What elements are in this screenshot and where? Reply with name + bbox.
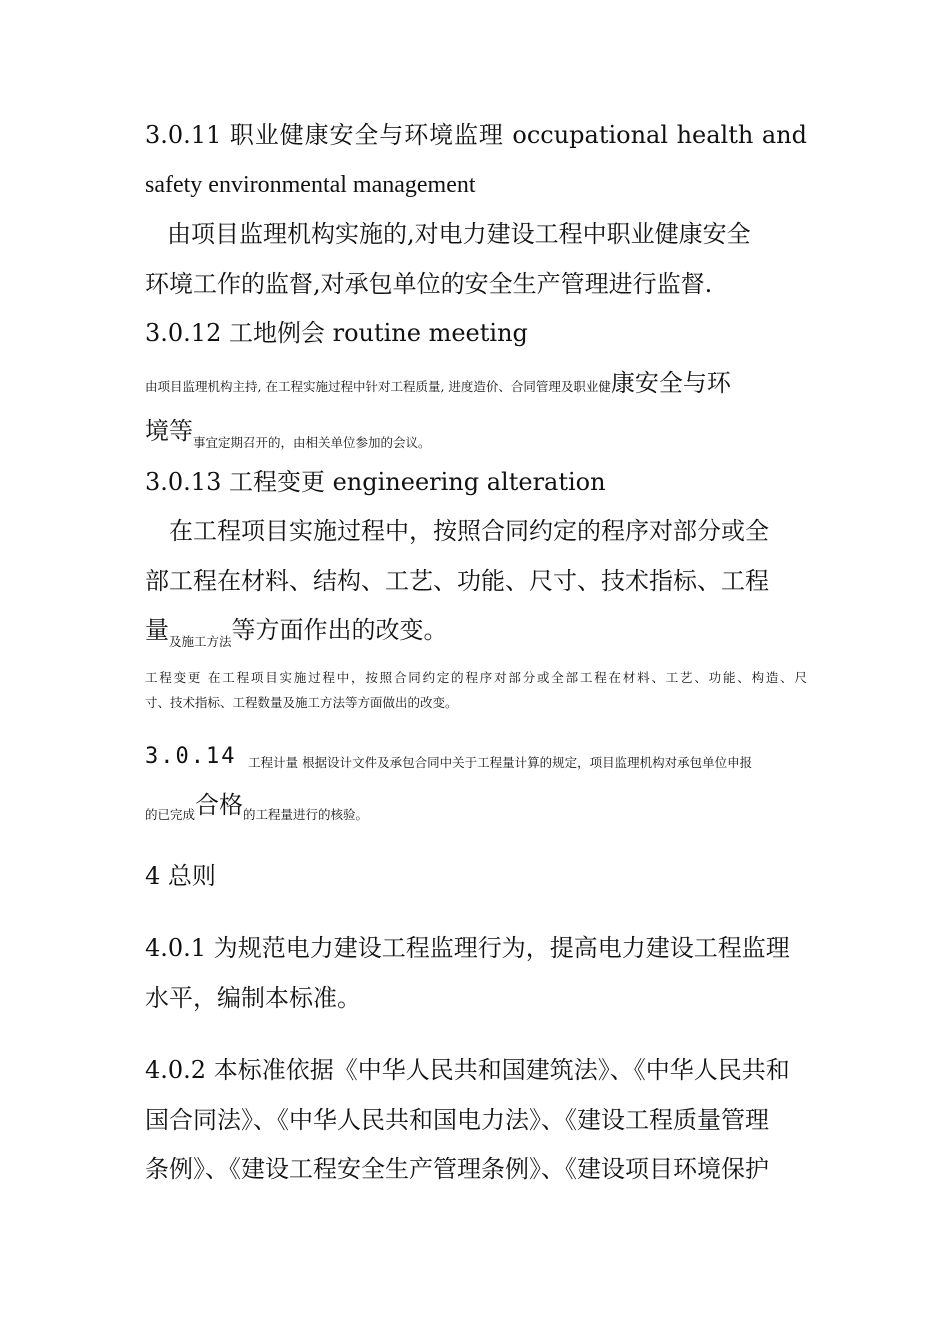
section-3-0-13-body-line3: [145, 615, 448, 657]
section-3-0-12-body-big-b: 境等: [145, 417, 193, 445]
section-3-0-13-heading: 3.0.13 工程变更 engineering alteration: [145, 468, 606, 496]
section-3-0-11-body-line1: 由项目监理机构实施的,对电力建设工程中职业健康安全: [167, 220, 751, 248]
section-3-0-14-line2: [145, 790, 368, 830]
section-3-0-14-line1: [145, 740, 752, 772]
section-3-0-13-body-line2: 部工程在材料、结构、工艺、功能、尺寸、技术指标、工程: [145, 567, 769, 595]
section-4-0-2-line1: 4.0.2 本标准依据《中华人民共和国建筑法》、《中华人民共和: [145, 1056, 790, 1084]
section-3-0-11-heading: 3.0.11 职业健康安全与环境监理 occupational health and: [145, 121, 807, 149]
section-3-0-13-note-line1: 工程变更 在工程项目实施过程中，按照合同约定的程序对部分或全部工程在材料、工艺、功能、构造、尺: [145, 670, 807, 685]
section-3-0-14-line1-small: 工程计量 根据设计文件及承包合同中关于工程量计算的规定，项目监理机构对承包单位申报: [248, 755, 753, 770]
section-3-0-12-body-line1: [145, 368, 731, 402]
section-3-0-12-body-line2: [145, 416, 431, 458]
section-4-0-2-line2: 国合同法》、《中华人民共和国电力法》、《建设工程质量管理: [145, 1106, 769, 1134]
section-3-0-14-number: 3.0.14: [145, 744, 237, 769]
section-3-0-13-body-big-b: 等方面作出的改变。: [231, 616, 448, 644]
section-3-0-13-body-big-a: 量: [145, 616, 169, 644]
section-3-0-13-note-line2: 寸、技术指标、工程数量及施工方法等方面做出的改变。: [145, 695, 458, 710]
chapter-4-heading: 4 总则: [145, 862, 216, 890]
section-3-0-11-body-line2: 环境工作的监督,对承包单位的安全生产管理进行监督.: [145, 270, 713, 298]
section-3-0-12-body-small-a: 由项目监理机构主持, 在工程实施过程中针对工程质量, 进度造价、合同管理及职业健: [145, 379, 611, 394]
section-3-0-11-heading-cont: safety environmental management: [145, 172, 476, 198]
section-4-0-1-line2: 水平，编制本标准。: [145, 984, 361, 1012]
section-3-0-12-heading: 3.0.12 工地例会 routine meeting: [145, 319, 528, 347]
section-4-0-1-line1: 4.0.1 为规范电力建设工程监理行为，提高电力建设工程监理: [145, 934, 790, 962]
section-3-0-13-body-line1: 在工程项目实施过程中，按照合同约定的程序对部分或全: [169, 517, 769, 545]
section-3-0-12-body-small-b: 事宜定期召开的，由相关单位参加的会议。: [193, 435, 431, 450]
section-3-0-13-body-small-a: 及施工方法: [169, 634, 232, 649]
section-4-0-2-line3: 条例》、《建设工程安全生产管理条例》、《建设项目环境保护: [145, 1155, 769, 1183]
section-3-0-12-body-big-a: 康安全与环: [610, 369, 731, 397]
section-3-0-14-line2-small-b: 的工程量进行的核验。: [243, 807, 369, 822]
section-3-0-14-line2-big: 合格: [195, 791, 244, 819]
section-3-0-14-line2-small-a: 的已完成: [145, 807, 196, 822]
